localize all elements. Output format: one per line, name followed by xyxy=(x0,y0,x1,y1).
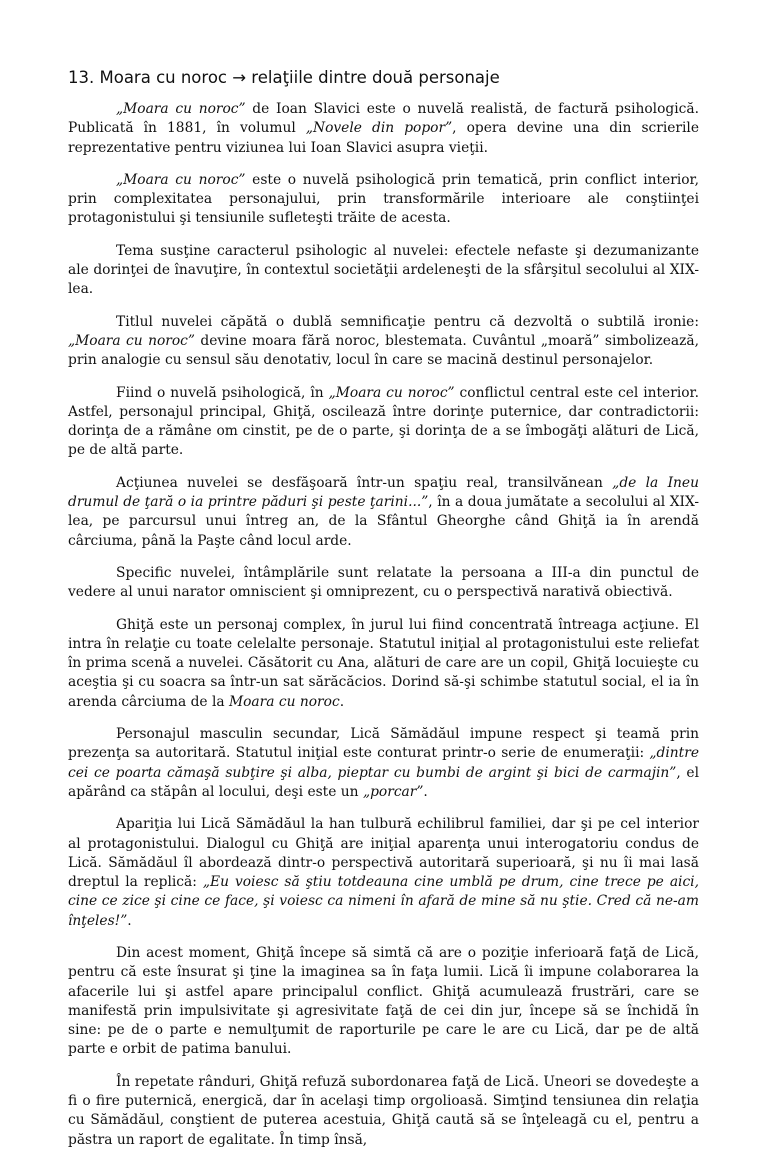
text-run: În repetate rânduri, Ghiţă refuză subordonarea faţă de Lică. Uneori se dovedeşte a fi o fire puternică, energică, dar în acelaşi timp orgolioasă. Simţind tensiunea din relaţia cu Sămădăul, conştient de puterea acestuia, Ghiţă caută să se înţeleagă cu el, pentru a păstra un raport de egalitate. În timp însă, xyxy=(68,1073,699,1148)
document-body xyxy=(68,100,699,1163)
italic-quote: „de la Ineu drumul de ţară o ia printre păduri şi peste ţarini...” xyxy=(68,474,699,511)
text-run: Tema susţine caracterul psihologic al nuvelei: efectele nefaste şi dezumanizante ale dorinţei de înavuţire, în contextul societăţii ardeleneşti de la sfârşitul secolului al XIX-lea. xyxy=(68,242,699,298)
paragraph xyxy=(68,815,699,931)
paragraph xyxy=(68,944,699,1060)
italic-quote: „Eu voiesc să ştiu totdeauna cine umblă pe drum, cine trece pe aici, cine ce zice şi cine ce face, şi voiesc ca nimeni în afară de mine să nu ştie. Cred că ne-am înţeles!” xyxy=(68,874,699,929)
page-title: 13. Moara cu noroc → relaţiile dintre două personaje xyxy=(68,68,500,87)
paragraph xyxy=(68,1073,699,1150)
text-run: . xyxy=(127,912,132,929)
paragraph xyxy=(68,171,699,229)
text-run: Ghiţă este un personaj complex, în jurul lui fiind concentrată întreaga acţiune. El intra în relaţie cu toate celelalte personaje. Statutul iniţial al protagonistului este reliefat în prima scenă a nuvelei. Căsătorit cu Ana, alături de care are un copil, Ghiţă locuieşte cu aceştia şi cu soacra sa într-un sat sărăcăcios. Dorind să-şi schimbe statutul social, el ia în arenda cârciuma de la xyxy=(68,616,699,710)
paragraph xyxy=(68,616,699,712)
text-run: de Ioan Slavici este o nuvelă realistă, de factură psihologică. Publicată în 1881, în volumul xyxy=(68,101,699,137)
text-run: , opera devine una din scrierile reprezentative pentru viziunea lui Ioan Slavici asupra vieţii. xyxy=(68,120,700,156)
paragraph xyxy=(68,313,699,371)
text-run: Titlul nuvelei căpătă o dublă semnificaţie pentru că dezvoltă o subtilă ironie: xyxy=(116,313,699,330)
italic-quote: „Moara cu noroc” xyxy=(116,171,246,188)
italic-quote: „Novele din popor” xyxy=(305,120,453,137)
italic-quote: „porcar” xyxy=(362,783,424,800)
italic-quote: „dintre cei ce poarta cămaşă subţire şi alba, pieptar cu bumbi de argint şi bici de carmajin” xyxy=(68,745,699,781)
italic-quote: „Moara cu noroc” xyxy=(328,384,455,401)
text-run: , el apărând ca stăpân al locului, deşi este un xyxy=(68,764,699,800)
text-run: devine moara fără noroc, blestemata. Cuvântul „moară” simbolizează, prin analogie cu sensul său denotativ, locul în care se macină destinul personajelor. xyxy=(68,332,699,369)
text-run: . xyxy=(423,783,428,800)
paragraph xyxy=(68,242,699,300)
paragraph xyxy=(68,725,699,802)
text-run: , în a doua jumătate a secolului al XIX-lea, pe parcursul unui întreg an, de la Sfântul Gheorghe când Ghiţă ia în arendă cârciuma, până la Paşte când locul arde. xyxy=(68,494,699,549)
text-run: Personajul masculin secundar, Lică Sămădăul impune respect şi teamă prin prezenţa sa autoritară. Statutul iniţial este conturat printr-o serie de enumeraţii: xyxy=(68,726,699,762)
paragraph xyxy=(68,474,699,551)
paragraph xyxy=(68,100,699,158)
text-run: Fiind o nuvelă psihologică, în xyxy=(116,384,329,401)
text-run: . xyxy=(339,693,345,710)
text-run: conflictul central este cel interior. Astfel, personajul principal, Ghiţă, oscilează între dorinţe puternice, dar contradictorii: dorinţa de a rămâne om cinstit, pe de o parte, şi dorinţa de a se îmbogăţi alături de Lică, pe de altă parte. xyxy=(68,384,700,459)
text-run: Apariţia lui Lică Sămădăul la han tulbură echilibrul familiei, dar şi pe cel interior al protagonistului. Dialogul cu Ghiţă are iniţial aparenţa unui interogatoriu condus de Lică. Sămădăul îl abordează dintr-o perspectivă autoritară superioară, şi nu îi mai lasă dreptul la replică: xyxy=(68,816,699,891)
text-run: Specific nuvelei, întâmplările sunt relatate la persoana a III-a din punctul de vedere al unui narator omniscient şi omniprezent, cu o perspectivă narativă obiectivă. xyxy=(68,564,699,601)
text-run: Acţiunea nuvelei se desfăşoară într-un spaţiu real, transilvănean xyxy=(116,474,613,491)
paragraph xyxy=(68,564,699,603)
text-run: este o nuvelă psihologică prin tematică, prin conflict interior, prin complexitatea personajului, prin transformările interioare ale conştiinţei protagonistului şi tensiunile sufleteşti trăite de acesta. xyxy=(68,171,700,227)
italic-quote: Moara cu noroc xyxy=(229,693,340,710)
text-run: Din acest moment, Ghiţă începe să simtă că are o poziţie inferioară faţă de Lică, pentru că este însurat şi ţine la imaginea sa în faţa lumii. Lică îi impune colaborarea la afacerile lui şi astfel apare principalul conflict. Ghiţă acumulează frustrări, care se manifestă prin impulsivitate şi agresivitate faţă de cei din jur, începe să se închidă în sine: pe de o parte e nemulţumit de raporturile pe care le are cu Lică, dar pe de altă parte e orbit de patima banului. xyxy=(68,944,699,1058)
italic-quote: „Moara cu noroc” xyxy=(68,332,195,349)
paragraph xyxy=(68,384,699,461)
italic-quote: „Moara cu noroc” xyxy=(116,101,246,117)
